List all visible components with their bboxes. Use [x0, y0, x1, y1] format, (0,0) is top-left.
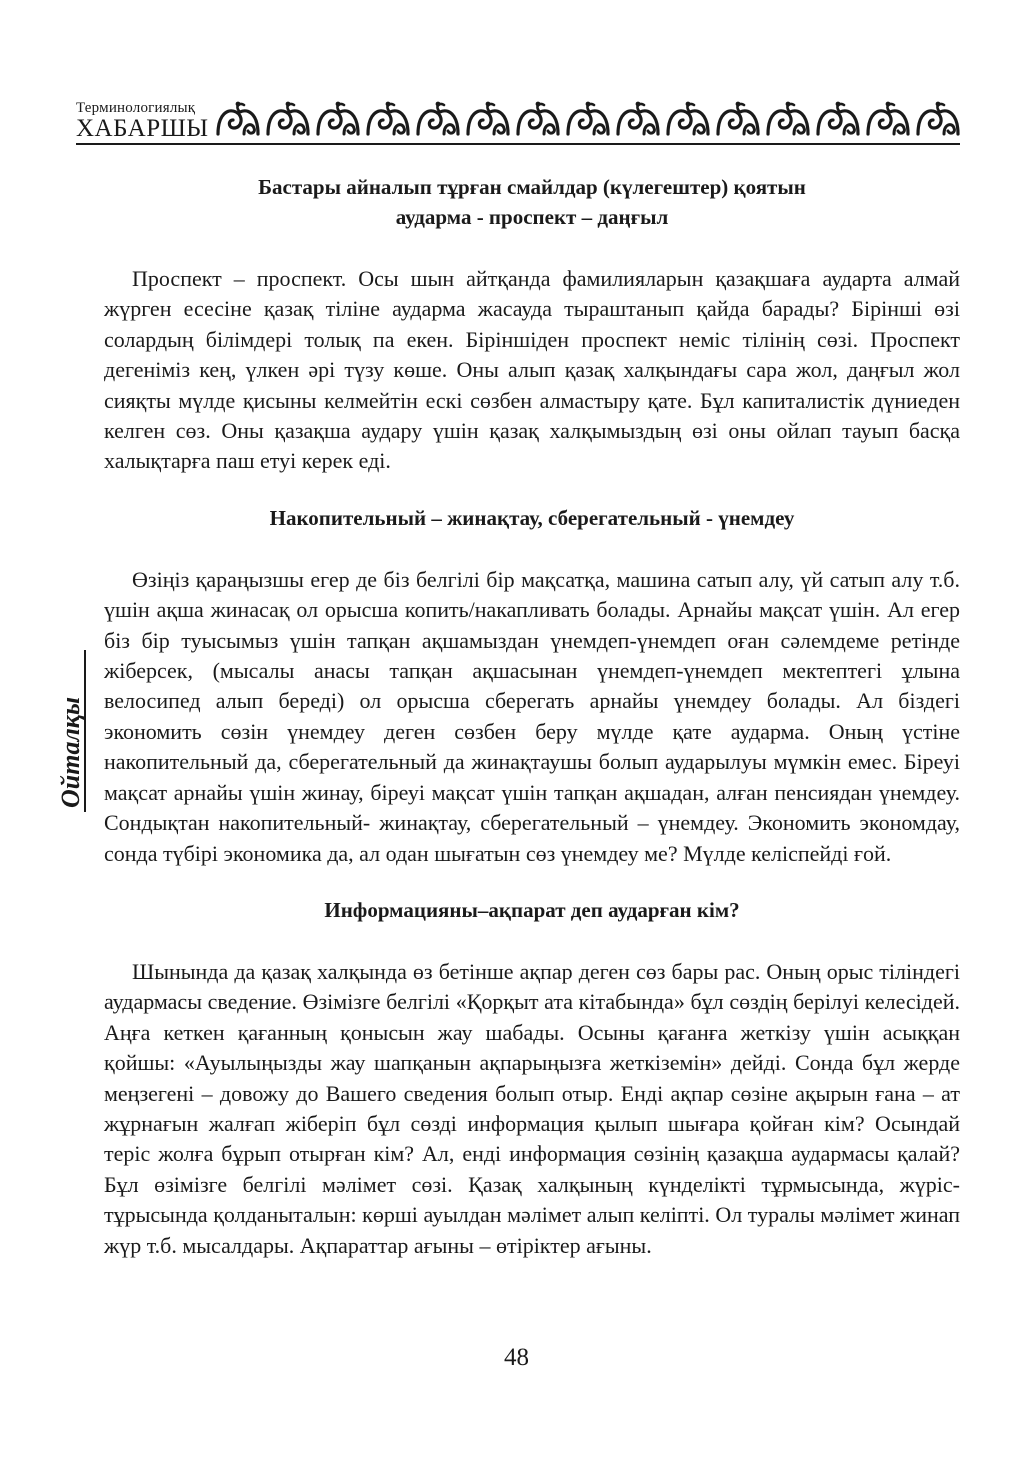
- section-paragraph-1: Проспект – проспект. Осы шын айтқанда фамилияларын қазақшаға аудартa алмай жүрген есесіне қазақ тіліне аударма жасауда тыраштанып қайда барады? Бірінші өзі солардың білімдері толық па екен. Біріншіден проспект неміс тілінің сөзі. Проспект дегеніміз кең, үлкен әрі түзу көше. Оны алып қазақ халқындағы сара жол, даңғыл жол сияқты мүлде қисыны келмейтін ескі сөзбен алмастыру қате. Бұл капиталистік дүниеден келген сөз. Оны қазақша аудару үшін қазақ халқымыздың өзі оны ойлап тауып басқа халықтарға паш етуі керек еді.: [104, 266, 960, 474]
- page-header: [76, 100, 960, 146]
- section-paragraph-2: Өзіңіз қараңызшы егер де біз белгілі бір мақсатқа, машина сатып алу, үй сатып алу т.б. үшін ақша жинасақ ол орысша копить/накапливать болады. Арнайы мақсат үшін. Ал егер біз бір туысымыз үшін тапқан ақшамыздан үнемдеп-үнемдеп оған сәлемдеме ретінде жіберсек, (мысалы анасы тапқан ақшасынан үнемдеп-үнемдеп мектептегі ұлына велосипед алып береді) ол орысша сберегать арнайы үнемдеу болады. Ал біздегі экономить сөзін үнемдеу деген сөзбен беру мүлде қате аударма. Оның үстіне накопительный да, сберегательный да жинақтаушы болып аударылуы мүмкін емес. Біреуі мақсат арнайы үшін жинау, біреуі мақсат үшін тапқан ақшадан, алған пенсиядан үнемдеу. Сондықтан накопительный- жинақтау, сберегательный – үнемдеу. Экономить экономдау, сонда түбірі экономика да, ал одан шығатын сөз үнемдеу ме? Мүлде келіспейді ғой.: [104, 566, 960, 866]
- section-side-label: Ойталқы: [56, 696, 85, 808]
- journal-title-large: ХАБАРШЫ: [76, 115, 209, 142]
- article-body: [104, 172, 960, 1261]
- section-heading-3: Информацияны–ақпарат деп аударған кім?: [324, 897, 740, 922]
- page-number: 48: [504, 1344, 529, 1371]
- section-heading-1: [104, 172, 960, 232]
- section-heading-1-line2: аударма - проспект – даңғыл: [395, 205, 669, 229]
- header-rule: [76, 143, 960, 145]
- section-heading-1-line1: Бастары айналып тұрған смайлдар (күлегештер) қоятын: [258, 175, 806, 199]
- journal-title-small: Терминологиялық: [76, 100, 196, 116]
- kazakh-ornament-border-icon: [214, 100, 960, 140]
- section-heading-2: Накопительный – жинақтау, сберегательный - үнемдеу: [269, 505, 795, 530]
- section-paragraph-3: Шынында да қазақ халқында өз бетінше ақпар деген сөз бары рас. Оның орыс тіліндегі аудармасы сведение. Өзімізге белгілі «Қорқыт ата кітабында» бұл сөздің берілуі келесідей. Аңға кеткен қағанның қонысын жау шабады. Осыны қағанға жеткізу үшін асыққан қойшы: «Ауылыңызды жау шапқанын ақпарыңызға жеткіземін» дейді. Сонда бұл жерде меңзегені – довожу до Вашего сведения болып отыр. Енді ақпар сөзіне ақырын ғана – ат жұрнағын жалғап жіберіп бұл сөзді информация қылып шығара қойған кім? Осындай теріс жолға бұрып отырған кім? Ал, енді информация сөзінің қазақша аудармасы қалай? Бұл өзімізге белгілі мәлімет сөзі. Қазақ халқының күнделікті тұрмысында, жүріс-тұрысында қолданыталын: көрші ауылдан мәлімет алып келіпті. Ол туралы мәлімет жинап жүр т.б. мысалдары. Ақпараттар ағыны – өтіріктер ағыны.: [104, 958, 960, 1258]
